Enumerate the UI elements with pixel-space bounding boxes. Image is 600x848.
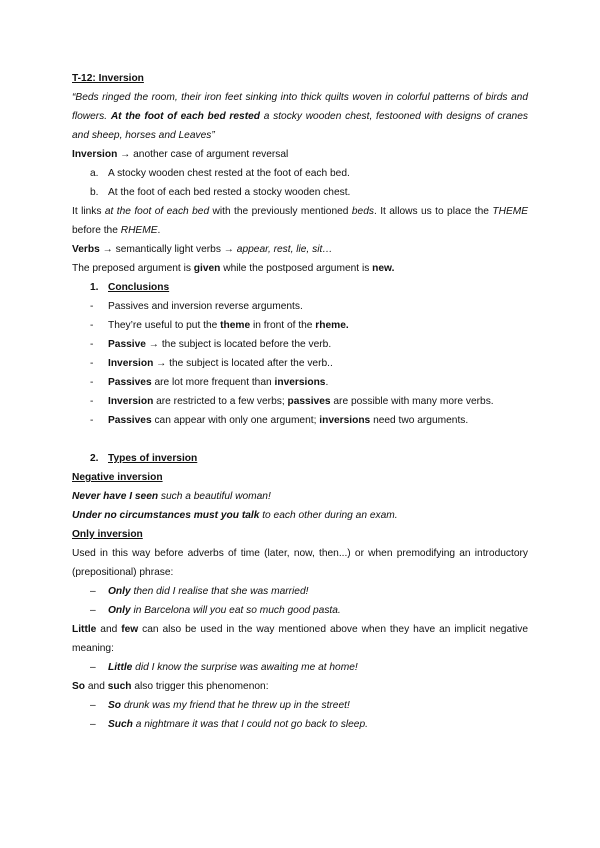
text-run: and: [96, 624, 122, 635]
list-item: [72, 316, 528, 335]
text-run: such a beautiful woman!: [158, 491, 271, 502]
quote-text-1: “Beds ringed the room, their iron feet sinking into thick quilts woven in colorful patterns of birds and flowers.: [72, 92, 528, 122]
italic-run: appear, rest, lie, sit…: [236, 244, 333, 255]
bold-run: Inversion: [108, 358, 154, 369]
text-run: to each other during an exam.: [259, 510, 398, 521]
italic-run: THEME: [492, 206, 529, 217]
text-run: also trigger this phenomenon:: [131, 681, 269, 692]
text-run: → the subject is located after the verb..: [153, 358, 333, 369]
bold-run: Little: [72, 624, 97, 635]
list-item: [72, 601, 528, 620]
bold-run: Such: [108, 719, 133, 730]
inversion-def-text: → another case of argument reversal: [117, 149, 289, 160]
italic-run: at the foot of each bed: [104, 206, 210, 217]
list-item: [72, 715, 528, 734]
inversion-term: Inversion: [72, 149, 118, 160]
text-run: in Barcelona will you eat so much good pasta.: [130, 605, 341, 616]
text-run: and: [85, 681, 108, 692]
bullet-dash: -: [90, 358, 94, 369]
italic-run: beds: [351, 206, 374, 217]
bullet-dash: –: [90, 700, 96, 711]
text-run: . It allows us to place the: [373, 206, 493, 217]
types-heading: [72, 449, 528, 468]
text-run: can appear with only one argument;: [151, 415, 320, 426]
list-number: 1.: [90, 282, 99, 293]
text-run: then did I realise that she was married!: [130, 586, 309, 597]
example-marker: a.: [90, 168, 99, 179]
bold-run: few: [121, 624, 139, 635]
bullet-dash: –: [90, 662, 96, 673]
bullet-dash: –: [90, 605, 96, 616]
list-item: [72, 696, 528, 715]
quote-bold: At the foot of each bed rested: [110, 111, 260, 122]
bold-run: So: [72, 681, 86, 692]
little-few-paragraph: [72, 620, 528, 658]
bold-run: Never have I seen: [72, 491, 159, 502]
bold-run: given: [193, 263, 221, 274]
list-number: 2.: [90, 453, 99, 464]
text-run: They’re useful to put the: [108, 320, 221, 331]
bold-run: theme: [220, 320, 251, 331]
section-heading: Types of inversion: [108, 453, 198, 464]
text-run: in front of the: [250, 320, 316, 331]
bold-run: inversions: [274, 377, 326, 388]
negative-example-1: [72, 487, 528, 506]
negative-example-2: [72, 506, 528, 525]
text-run: with the previously mentioned: [209, 206, 352, 217]
only-inversion-heading: Only inversion: [72, 529, 143, 540]
bullet-dash: -: [90, 320, 94, 331]
only-description: Used in this way before adverbs of time (later, now, then...) or when premodifying an introductory (prepositional) phrase:: [72, 548, 528, 578]
bold-run: So: [108, 700, 122, 711]
bold-run: Only: [108, 605, 131, 616]
list-item: [72, 582, 528, 601]
bold-run: inversions: [319, 415, 371, 426]
example-text: At the foot of each bed rested a stocky wooden chest.: [108, 187, 351, 198]
spacer: [72, 430, 528, 449]
text-run: are possible with many more verbs.: [330, 396, 494, 407]
bullet-dash: –: [90, 719, 96, 730]
bullet-dash: –: [90, 586, 96, 597]
text-run: .: [325, 377, 329, 388]
bold-run: Little: [108, 662, 133, 673]
text-run: It links: [72, 206, 105, 217]
list-item: [72, 297, 528, 316]
example-text: A stocky wooden chest rested at the foot of each bed.: [108, 168, 350, 179]
text-run: drunk was my friend that he threw up in the street!: [121, 700, 350, 711]
bold-run: new.: [372, 263, 395, 274]
bold-run: Inversion: [108, 396, 154, 407]
text-run: while the postposed argument is: [220, 263, 373, 274]
bold-run: Passive: [108, 339, 146, 350]
links-paragraph: [72, 202, 528, 240]
bold-run: Passives: [108, 415, 152, 426]
bold-run: Passives: [108, 377, 152, 388]
bullet-dash: -: [90, 415, 94, 426]
bold-run: passives: [287, 396, 331, 407]
quote-text-2: a stocky wooden chest, festooned with designs of cranes and sheep, horses and Leaves”: [72, 111, 528, 141]
bold-run: Only: [108, 586, 131, 597]
so-such-paragraph: [72, 677, 528, 696]
bold-run: such: [107, 681, 132, 692]
bullet-dash: -: [90, 301, 94, 312]
bullet-dash: -: [90, 377, 94, 388]
text-run: a nightmare it was that I could not go back to sleep.: [132, 719, 368, 730]
page-title: T-12: Inversion: [72, 73, 144, 84]
text-run: .: [157, 225, 161, 236]
preposed-line: [72, 259, 528, 278]
text-run: Passives and inversion reverse arguments.: [108, 301, 303, 312]
verbs-line: [72, 240, 528, 259]
example-marker: b.: [90, 187, 99, 198]
text-run: are lot more frequent than: [151, 377, 275, 388]
italic-run: RHEME: [120, 225, 158, 236]
bold-run: Under no circumstances must you talk: [72, 510, 260, 521]
example-a: [72, 164, 528, 183]
list-item: [72, 411, 528, 430]
text-run: → the subject is located before the verb.: [145, 339, 332, 350]
verbs-term: Verbs: [72, 244, 100, 255]
text-run: need two arguments.: [370, 415, 469, 426]
example-b: [72, 183, 528, 202]
document-page: [72, 69, 528, 734]
quote-paragraph: [72, 88, 528, 145]
inversion-definition: [72, 145, 528, 164]
text-run: can also be used in the way mentioned above when they have an implicit negative meaning:: [72, 624, 528, 654]
bullet-dash: -: [90, 396, 94, 407]
text-run: are restricted to a few verbs;: [153, 396, 288, 407]
conclusions-heading: [72, 278, 528, 297]
bold-run: rheme.: [315, 320, 349, 331]
text-run: The preposed argument is: [72, 263, 194, 274]
list-item: [72, 354, 528, 373]
bullet-dash: -: [90, 339, 94, 350]
list-item: [72, 335, 528, 354]
list-item: [72, 392, 528, 411]
section-heading: Conclusions: [108, 282, 170, 293]
text-run: → semantically light verbs →: [99, 244, 237, 255]
list-item: [72, 373, 528, 392]
text-run: before the: [72, 225, 121, 236]
text-run: did I know the surprise was awaiting me at home!: [132, 662, 358, 673]
list-item: [72, 658, 528, 677]
negative-inversion-heading: Negative inversion: [72, 472, 163, 483]
